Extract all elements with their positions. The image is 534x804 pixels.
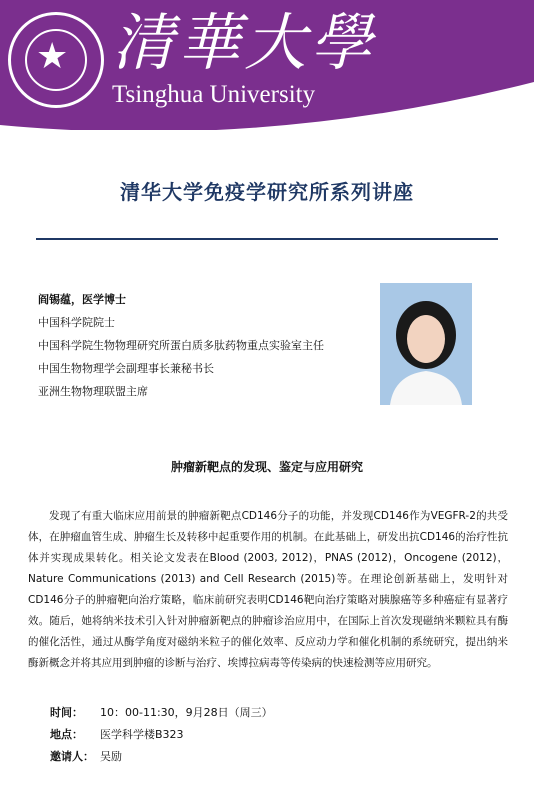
speaker-bio xyxy=(38,288,324,403)
place-row xyxy=(50,724,273,746)
abstract xyxy=(28,506,508,674)
talk-title: 肿瘤新靶点的发现、鉴定与应用研究 xyxy=(170,460,363,474)
title-divider xyxy=(36,238,498,240)
speaker-title: 中国科学院院士 xyxy=(38,316,115,329)
time-row xyxy=(50,702,273,724)
host-value: 吴励 xyxy=(100,750,122,763)
event-info xyxy=(50,702,273,768)
speaker-photo xyxy=(380,283,472,405)
university-name-en: Tsinghua University xyxy=(112,81,316,108)
place-value: 医学科学楼B323 xyxy=(100,728,184,741)
abstract-text: 发现了有重大临床应用前景的肿瘤新靶点CD146分子的功能，并发现CD146作为VEGFR-2的共受体，在肿瘤血管生成、肿瘤生长及转移中起重要作用的机制。在此基础上，研发出抗CD146的治疗性抗体并实现成果转化。相关论文发表在Blood (2003, 2012)，PNAS (2012)，Oncogene (2012)，Nature Communications (2013) and Cell Research (2015)等。在理论创新基础上，发明针对CD146分子的肿瘤靶向治疗策略，临床前研究表明CD146靶向治疗策略对胰腺癌等多种癌症有显著疗效。随后，她将纳米技术引入针对肿瘤新靶点的肿瘤诊治应用中，在国际上首次发现磁纳米颗粒具有酶的催化活性，通过从酶学角度对磁纳米粒子的催化效率、反应动力学和催化机制的系统研究，提出纳米酶新概念并将其应用到肿瘤的诊断与治疗、埃博拉病毒等传染病的快速检测等应用研究。 xyxy=(28,510,508,669)
university-name-cn: 清華大學 xyxy=(112,6,377,79)
speaker-title: 中国生物物理学会副理事长兼秘书长 xyxy=(38,362,214,375)
place-label: 地点： xyxy=(50,728,83,741)
speaker-title: 亚洲生物物理联盟主席 xyxy=(38,385,148,398)
speaker-name: 阎锡蕴，医学博士 xyxy=(38,293,126,306)
speaker-title: 中国科学院生物物理研究所蛋白质多肽药物重点实验室主任 xyxy=(38,339,324,352)
host-label: 邀请人： xyxy=(50,750,94,763)
university-seal-icon xyxy=(8,12,104,108)
time-label: 时间： xyxy=(50,706,83,719)
star-icon: ★ xyxy=(36,36,69,77)
series-title: 清华大学免疫学研究所系列讲座 xyxy=(120,180,414,204)
header-banner xyxy=(0,0,534,130)
time-value: 10：00-11:30，9月28日（周三） xyxy=(100,706,273,719)
host-row xyxy=(50,746,273,768)
